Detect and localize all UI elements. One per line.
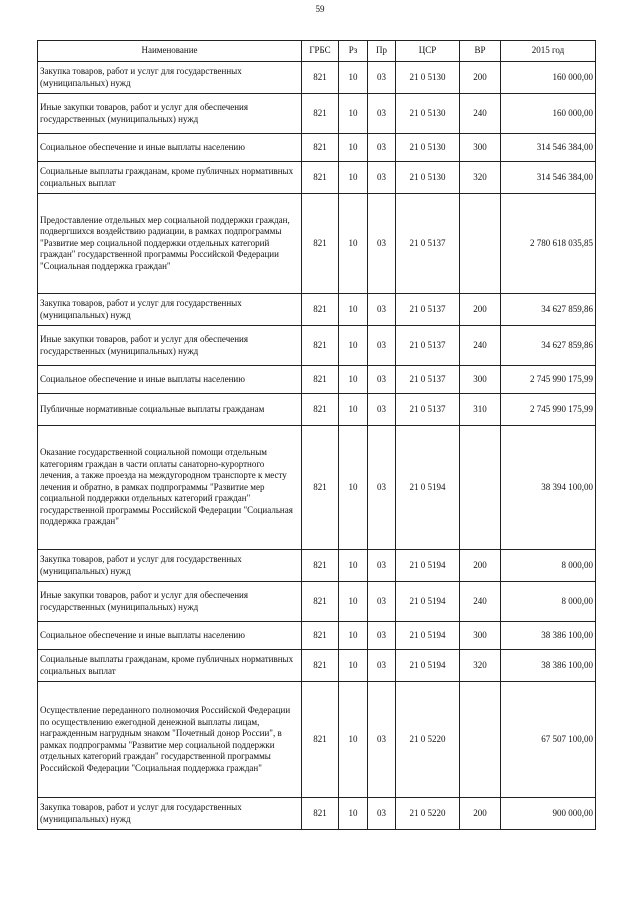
row-grbs: 821 <box>302 62 339 94</box>
row-pr: 03 <box>368 134 396 162</box>
table-row <box>38 682 596 798</box>
row-vr: 200 <box>460 550 501 582</box>
row-pr: 03 <box>368 582 396 622</box>
row-amount: 900 000,00 <box>501 798 596 830</box>
budget-table <box>37 40 596 830</box>
row-csr: 21 0 5194 <box>396 426 460 550</box>
row-pr: 03 <box>368 294 396 326</box>
row-name: Иные закупки товаров, работ и услуг для обеспечения государственных (муниципальных) нужд <box>38 326 302 366</box>
row-name: Социальное обеспечение и иные выплаты населению <box>38 366 302 394</box>
row-grbs: 821 <box>302 326 339 366</box>
row-rz: 10 <box>339 294 368 326</box>
row-csr: 21 0 5194 <box>396 622 460 650</box>
row-csr: 21 0 5130 <box>396 162 460 194</box>
row-name: Оказание государственной социальной помощи отдельным категориям граждан в части оплаты санаторно-курортного лечения, а также проезда на междугородном транспорте к месту лечения и обратно, в рамках подпрограммы "Развитие мер социальной поддержки отдельных категорий граждан" государственной программы Российской Федерации "Социальная поддержка граждан" <box>38 426 302 550</box>
header-grbs: ГРБС <box>302 41 339 62</box>
table-row <box>38 550 596 582</box>
row-name: Закупка товаров, работ и услуг для государственных (муниципальных) нужд <box>38 550 302 582</box>
row-grbs: 821 <box>302 194 339 294</box>
row-csr: 21 0 5137 <box>396 294 460 326</box>
table-row <box>38 798 596 830</box>
row-amount: 34 627 859,86 <box>501 294 596 326</box>
page-number: 59 <box>315 4 325 14</box>
row-grbs: 821 <box>302 682 339 798</box>
row-amount: 160 000,00 <box>501 62 596 94</box>
row-name: Социальное обеспечение и иные выплаты населению <box>38 622 302 650</box>
row-vr <box>460 194 501 294</box>
row-vr: 320 <box>460 650 501 682</box>
row-amount: 314 546 384,00 <box>501 162 596 194</box>
table-row <box>38 162 596 194</box>
row-name: Предоставление отдельных мер социальной поддержки граждан, подвергшихся воздействию радиации, в рамках подпрограммы "Развитие мер социальной поддержки отдельных категорий граждан" государственной программы Российской Федерации "Социальная поддержка граждан" <box>38 194 302 294</box>
row-amount: 67 507 100,00 <box>501 682 596 798</box>
row-rz: 10 <box>339 62 368 94</box>
row-name: Социальные выплаты гражданам, кроме публичных нормативных социальных выплат <box>38 650 302 682</box>
table-row <box>38 134 596 162</box>
header-pr: Пр <box>368 41 396 62</box>
row-grbs: 821 <box>302 294 339 326</box>
row-pr: 03 <box>368 622 396 650</box>
row-vr: 200 <box>460 62 501 94</box>
table-row <box>38 582 596 622</box>
row-vr: 240 <box>460 326 501 366</box>
row-amount: 38 386 100,00 <box>501 622 596 650</box>
row-pr: 03 <box>368 366 396 394</box>
table-row <box>38 94 596 134</box>
row-vr: 310 <box>460 394 501 426</box>
row-rz: 10 <box>339 582 368 622</box>
row-vr: 200 <box>460 798 501 830</box>
row-grbs: 821 <box>302 366 339 394</box>
row-grbs: 821 <box>302 162 339 194</box>
table-row <box>38 366 596 394</box>
row-csr: 21 0 5220 <box>396 682 460 798</box>
table-row <box>38 326 596 366</box>
row-pr: 03 <box>368 94 396 134</box>
row-rz: 10 <box>339 134 368 162</box>
row-grbs: 821 <box>302 650 339 682</box>
row-vr: 300 <box>460 134 501 162</box>
row-grbs: 821 <box>302 394 339 426</box>
row-vr: 300 <box>460 622 501 650</box>
header-vr: ВР <box>460 41 501 62</box>
row-vr: 320 <box>460 162 501 194</box>
row-amount: 2 745 990 175,99 <box>501 366 596 394</box>
table-header-row <box>38 41 596 62</box>
row-csr: 21 0 5137 <box>396 394 460 426</box>
row-amount: 2 745 990 175,99 <box>501 394 596 426</box>
table-row <box>38 62 596 94</box>
row-pr: 03 <box>368 162 396 194</box>
header-rz: Рз <box>339 41 368 62</box>
row-pr: 03 <box>368 798 396 830</box>
row-pr: 03 <box>368 394 396 426</box>
row-grbs: 821 <box>302 426 339 550</box>
row-amount: 314 546 384,00 <box>501 134 596 162</box>
row-name: Закупка товаров, работ и услуг для государственных (муниципальных) нужд <box>38 798 302 830</box>
row-rz: 10 <box>339 682 368 798</box>
row-name: Публичные нормативные социальные выплаты гражданам <box>38 394 302 426</box>
row-rz: 10 <box>339 94 368 134</box>
row-pr: 03 <box>368 326 396 366</box>
row-name: Осуществление переданного полномочия Российской Федерации по осуществлению ежегодной денежной выплаты лицам, награжденным нагрудным знаком "Почетный донор России", в рамках подпрограммы "Развитие мер социальной поддержки отдельных категорий граждан" государственной программы Российской Федерации "Социальная поддержка граждан" <box>38 682 302 798</box>
row-name: Закупка товаров, работ и услуг для государственных (муниципальных) нужд <box>38 294 302 326</box>
row-csr: 21 0 5220 <box>396 798 460 830</box>
row-rz: 10 <box>339 550 368 582</box>
row-rz: 10 <box>339 394 368 426</box>
row-grbs: 821 <box>302 550 339 582</box>
row-pr: 03 <box>368 650 396 682</box>
table-row <box>38 426 596 550</box>
header-name: Наименование <box>38 41 302 62</box>
row-csr: 21 0 5130 <box>396 94 460 134</box>
row-grbs: 821 <box>302 134 339 162</box>
table-row <box>38 622 596 650</box>
row-vr: 240 <box>460 94 501 134</box>
row-csr: 21 0 5194 <box>396 582 460 622</box>
row-pr: 03 <box>368 194 396 294</box>
row-vr: 240 <box>460 582 501 622</box>
row-grbs: 821 <box>302 622 339 650</box>
row-csr: 21 0 5130 <box>396 134 460 162</box>
row-pr: 03 <box>368 62 396 94</box>
row-amount: 8 000,00 <box>501 550 596 582</box>
row-csr: 21 0 5194 <box>396 650 460 682</box>
row-amount: 38 394 100,00 <box>501 426 596 550</box>
row-pr: 03 <box>368 550 396 582</box>
row-grbs: 821 <box>302 798 339 830</box>
row-rz: 10 <box>339 194 368 294</box>
header-year: 2015 год <box>501 41 596 62</box>
row-rz: 10 <box>339 366 368 394</box>
row-name: Иные закупки товаров, работ и услуг для обеспечения государственных (муниципальных) нужд <box>38 94 302 134</box>
row-pr: 03 <box>368 426 396 550</box>
row-rz: 10 <box>339 162 368 194</box>
row-amount: 38 386 100,00 <box>501 650 596 682</box>
row-rz: 10 <box>339 326 368 366</box>
row-rz: 10 <box>339 650 368 682</box>
row-vr <box>460 426 501 550</box>
row-name: Социальные выплаты гражданам, кроме публичных нормативных социальных выплат <box>38 162 302 194</box>
row-vr <box>460 682 501 798</box>
row-rz: 10 <box>339 798 368 830</box>
row-grbs: 821 <box>302 94 339 134</box>
table-row <box>38 194 596 294</box>
row-rz: 10 <box>339 622 368 650</box>
row-vr: 300 <box>460 366 501 394</box>
row-csr: 21 0 5130 <box>396 62 460 94</box>
row-csr: 21 0 5137 <box>396 326 460 366</box>
row-grbs: 821 <box>302 582 339 622</box>
row-amount: 160 000,00 <box>501 94 596 134</box>
row-amount: 34 627 859,86 <box>501 326 596 366</box>
row-csr: 21 0 5137 <box>396 194 460 294</box>
table-row <box>38 294 596 326</box>
row-vr: 200 <box>460 294 501 326</box>
row-pr: 03 <box>368 682 396 798</box>
row-amount: 8 000,00 <box>501 582 596 622</box>
table-row <box>38 650 596 682</box>
table-row <box>38 394 596 426</box>
row-name: Социальное обеспечение и иные выплаты населению <box>38 134 302 162</box>
row-amount: 2 780 618 035,85 <box>501 194 596 294</box>
row-csr: 21 0 5137 <box>396 366 460 394</box>
row-name: Иные закупки товаров, работ и услуг для обеспечения государственных (муниципальных) нужд <box>38 582 302 622</box>
row-rz: 10 <box>339 426 368 550</box>
row-name: Закупка товаров, работ и услуг для государственных (муниципальных) нужд <box>38 62 302 94</box>
header-csr: ЦСР <box>396 41 460 62</box>
row-csr: 21 0 5194 <box>396 550 460 582</box>
